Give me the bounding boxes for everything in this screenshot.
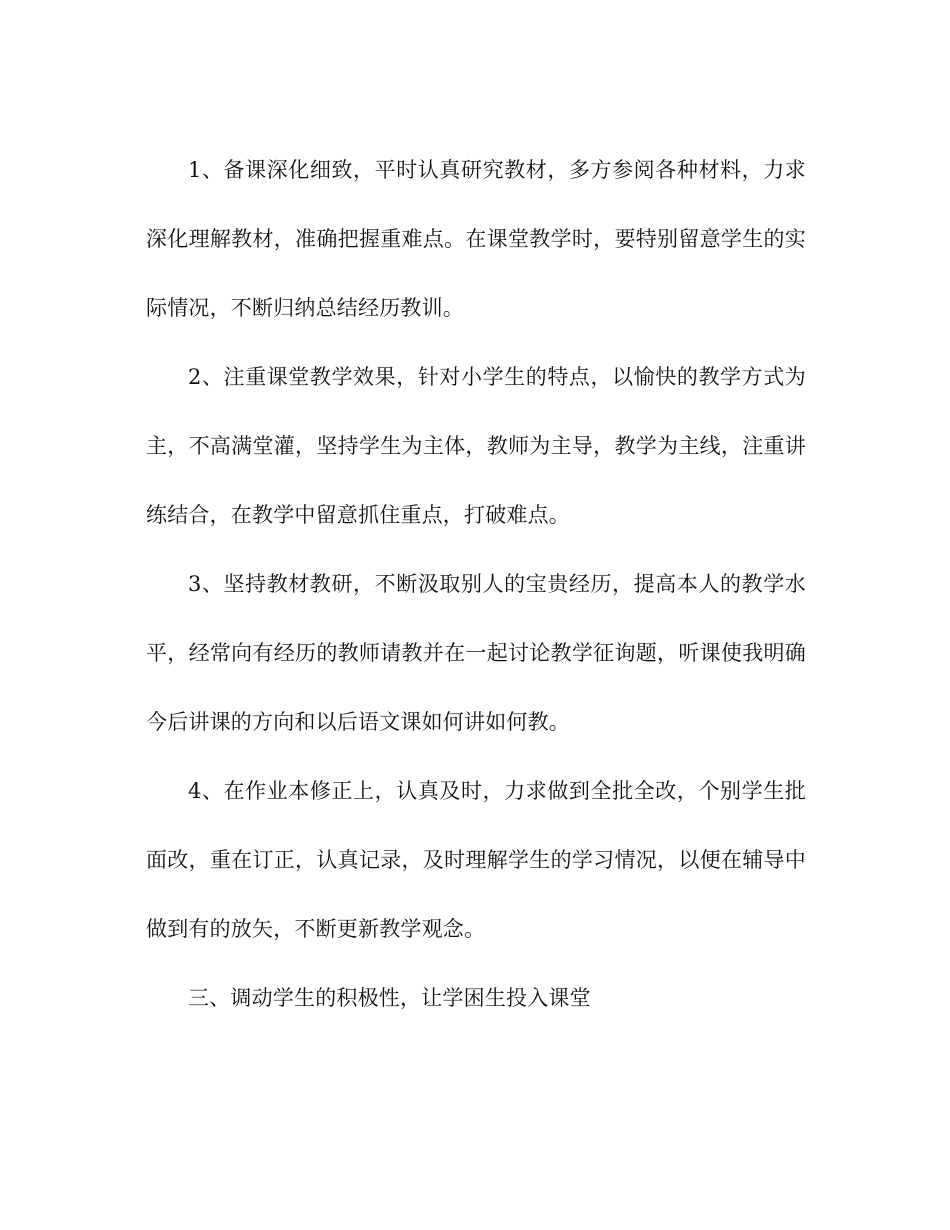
paragraph-1: 1、备课深化细致，平时认真研究教材，多方参阅各种材料，力求深化理解教材，准确把握重难点。在课堂教学时，要特别留意学生的实际情况，不断归纳总结经历教训。 [146,158,806,320]
section-heading: 三、调动学生的积极性，让学困生投入课堂 [188,986,591,1010]
document-body [146,136,806,1033]
paragraph-3: 3、坚持教材教研，不断汲取别人的宝贵经历，提高本人的教学水平，经常向有经历的教师请教并在一起讨论教学征询题，听课使我明确今后讲课的方向和以后语文课如何讲如何教。 [146,572,806,734]
paragraph-2: 2、注重课堂教学效果，针对小学生的特点，以愉快的教学方式为主，不高满堂灌，坚持学生为主体，教师为主导，教学为主线，注重讲练结合，在教学中留意抓住重点，打破难点。 [146,365,806,527]
paragraph-4: 4、在作业本修正上，认真及时，力求做到全批全改，个别学生批面改，重在订正，认真记录，及时理解学生的学习情况，以便在辅导中做到有的放矢，不断更新教学观念。 [146,779,806,941]
